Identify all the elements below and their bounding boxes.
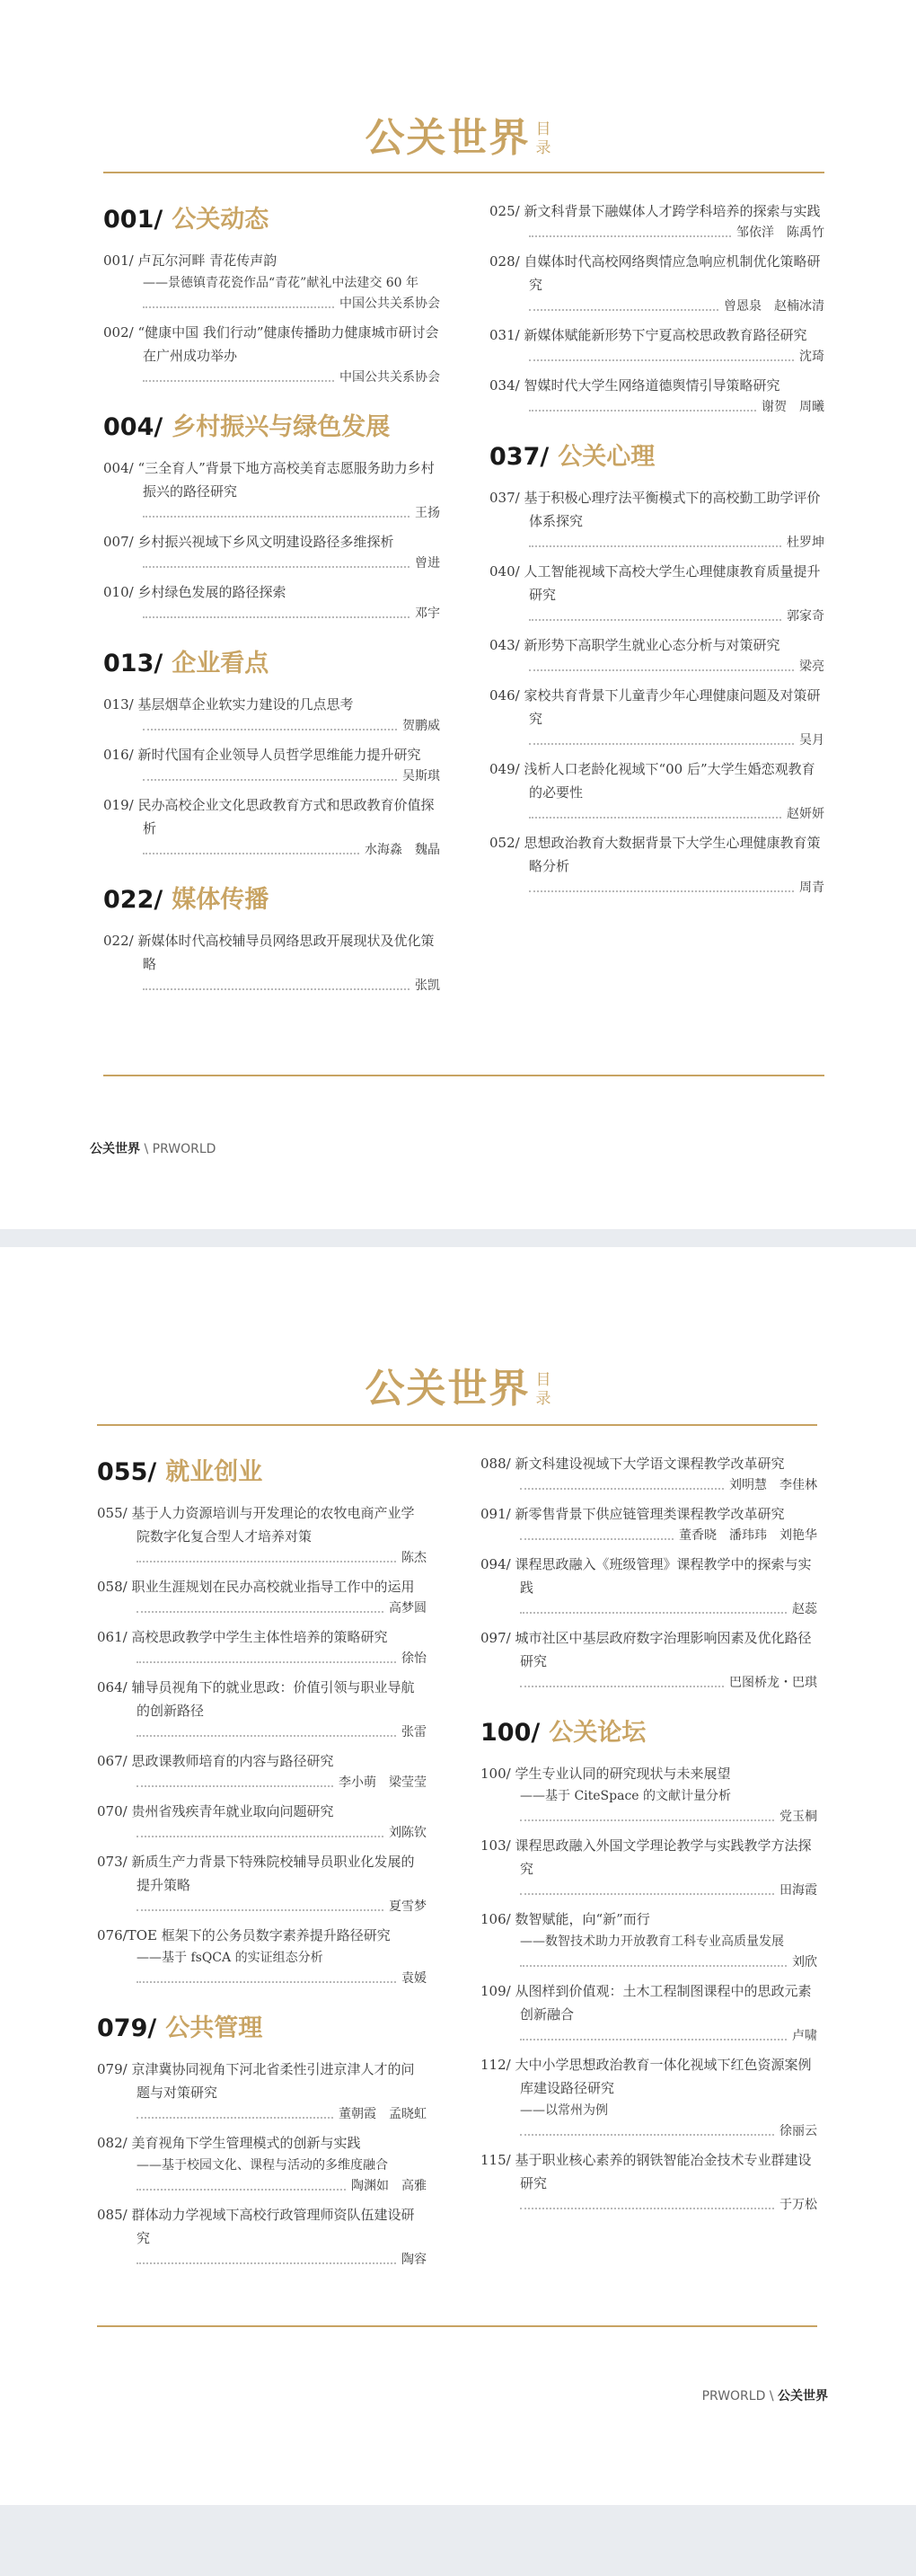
entry-title: 004/ “三全育人”背景下地方高校美育志愿服务助力乡村振兴的路径研究 — [103, 460, 435, 500]
entry-author: 郭家奇 — [787, 609, 824, 624]
entry-title: 007/ 乡村振兴视域下乡风文明建设路径多维探析 — [103, 534, 394, 550]
section-title: 乡村振兴与绿色发展 — [172, 413, 391, 441]
entry-author-line — [103, 294, 440, 314]
dot-leader — [529, 410, 756, 412]
dot-leader — [143, 380, 334, 382]
section-title: 企业看点 — [172, 650, 269, 677]
dot-leader — [137, 2262, 396, 2264]
toc-label: 目 录 — [535, 1371, 551, 1408]
entry-author-line — [103, 766, 440, 786]
entry-author-line — [103, 503, 440, 523]
section-heading — [103, 880, 440, 915]
entry-author-line — [103, 840, 440, 860]
entry-title: 055/ 基于人力资源培训与开发理论的农牧电商产业学院数字化复合型人才培养对策 — [97, 1505, 415, 1545]
entry-title: 115/ 基于职业核心素养的钢铁智能冶金技术专业群建设研究 — [480, 2152, 812, 2191]
toc-entry[interactable] — [480, 1626, 817, 1693]
toc-entry[interactable] — [97, 2131, 427, 2196]
toc-column-right — [489, 199, 824, 917]
footer-title: 公关世界 — [778, 2389, 828, 2403]
toc-section — [489, 437, 824, 898]
entry-title: 091/ 新零售背景下供应链管理类课程教学改革研究 — [480, 1506, 785, 1522]
entry-author: 贺鹏威 — [402, 719, 440, 733]
dot-leader — [520, 2134, 774, 2136]
footer-separator: \ — [144, 1142, 149, 1156]
dot-leader — [143, 566, 410, 568]
entry-author-line — [480, 1526, 817, 1545]
entry-title: 025/ 新文科背景下融媒体人才跨学科培养的探索与实践 — [489, 203, 821, 219]
toc-entry[interactable] — [97, 1850, 427, 1917]
dot-leader — [137, 1735, 396, 1737]
section-heading — [489, 437, 824, 472]
toc-entry[interactable] — [103, 743, 440, 786]
footer-separator: \ — [769, 2389, 774, 2403]
entry-title: 088/ 新文科建设视域下大学语文课程教学改革研究 — [480, 1456, 785, 1472]
page-footer — [702, 2386, 828, 2404]
dot-leader — [137, 1661, 396, 1663]
toc-section — [97, 2008, 427, 2270]
entry-author: 赵妍妍 — [787, 807, 824, 821]
entry-author-line — [103, 716, 440, 736]
entry-title: 076/TOE 框架下的公务员数字素养提升路径研究 — [97, 1927, 391, 1943]
toc-entry[interactable] — [97, 1676, 427, 1742]
entry-title: 019/ 民办高校企业文化思政教育方式和思政教育价值探析 — [103, 797, 435, 837]
entry-author-line — [103, 976, 440, 996]
toc-column-left — [97, 1452, 427, 2289]
dot-leader — [529, 359, 794, 361]
entry-title: 010/ 乡村绿色发展的路径探索 — [103, 584, 286, 600]
dot-leader — [520, 1612, 787, 1614]
dot-leader — [529, 669, 794, 671]
toc-entry[interactable] — [489, 831, 824, 898]
entry-author-line — [489, 347, 824, 367]
section-title: 公关心理 — [558, 443, 656, 471]
entry-title: 031/ 新媒体赋能新形势下宁夏高校思政教育路径研究 — [489, 327, 807, 343]
toc-section — [103, 880, 440, 996]
dot-leader — [143, 853, 359, 854]
entry-author: 吴斯琪 — [402, 769, 440, 783]
dot-leader — [143, 616, 410, 618]
entry-title: 061/ 高校思政教学中学生主体性培养的策略研究 — [97, 1629, 388, 1645]
entry-author: 徐怡 — [401, 1651, 427, 1666]
toc-entry[interactable] — [489, 323, 824, 367]
toc-entry[interactable] — [97, 2058, 427, 2124]
dot-leader — [143, 779, 397, 781]
entry-title: 073/ 新质生产力背景下特殊院校辅导员职业化发展的提升策略 — [97, 1854, 415, 1893]
entry-title: 028/ 自媒体时代高校网络舆情应急响应机制优化策略研究 — [489, 253, 821, 293]
toc-label: 目 录 — [535, 120, 551, 157]
entry-author-line — [97, 1649, 427, 1669]
entry-author-line — [103, 604, 440, 624]
entry-author: 中国公共关系协会 — [339, 370, 440, 385]
toc-entry[interactable] — [480, 2053, 817, 2141]
section-heading — [103, 407, 440, 442]
dot-leader — [529, 309, 718, 311]
entry-author: 刘欣 — [792, 1955, 817, 1970]
entry-author: 张雷 — [401, 1725, 427, 1739]
entry-title: 079/ 京津冀协同视角下河北省柔性引进京津人才的问题与对策研究 — [97, 2061, 415, 2101]
entry-author-line — [480, 1881, 817, 1900]
toc-entry[interactable] — [480, 1452, 817, 1495]
entry-author: 陶容 — [401, 2253, 427, 2267]
dot-leader — [137, 1561, 396, 1562]
toc-entry[interactable] — [480, 1908, 817, 1972]
footer-title: 公关世界 — [90, 1142, 140, 1156]
entry-author: 夏雪梦 — [389, 1899, 427, 1914]
section-title: 公共管理 — [165, 2014, 263, 2042]
toc-entry[interactable] — [489, 486, 824, 553]
toc-entry[interactable] — [103, 580, 440, 624]
entry-author-line — [97, 1548, 427, 1568]
entry-author-line — [489, 533, 824, 553]
toc-page-1 — [0, 0, 916, 1229]
toc-section — [480, 1713, 817, 2215]
toc-section — [480, 1452, 817, 1693]
section-page-number: 004/ — [103, 413, 163, 441]
entry-title: 112/ 大中小学思想政治教育一体化视域下红色资源案例库建设路径研究 — [480, 2057, 812, 2096]
section-title: 公关动态 — [172, 206, 269, 234]
entry-author-line — [480, 2195, 817, 2215]
entry-title: 082/ 美育视角下学生管理模式的创新与实践 — [97, 2135, 361, 2151]
toc-entry[interactable] — [103, 693, 440, 736]
entry-author-line — [489, 657, 824, 677]
dot-leader — [137, 2117, 333, 2119]
entry-author: 沈琦 — [799, 350, 824, 364]
toc-entry[interactable] — [103, 321, 440, 387]
entry-author-line — [103, 553, 440, 573]
toc-entry[interactable] — [489, 633, 824, 677]
entry-author: 杜罗坤 — [787, 536, 824, 550]
entry-author: 董朝霞 孟晓虹 — [339, 2107, 427, 2121]
header-rule — [103, 172, 824, 173]
page-footer — [90, 1139, 216, 1157]
entry-author-line — [489, 606, 824, 626]
entry-author-line — [103, 367, 440, 387]
entry-title: 016/ 新时代国有企业领导人员哲学思维能力提升研究 — [103, 747, 421, 763]
entry-author-line — [480, 2026, 817, 2046]
section-heading — [103, 199, 440, 235]
entry-author-line — [489, 223, 824, 243]
section-heading — [103, 643, 440, 678]
dot-leader — [520, 1819, 774, 1821]
masthead — [0, 1366, 916, 1412]
toc-entry[interactable] — [103, 249, 440, 314]
section-page-number: 022/ — [103, 886, 163, 914]
section-title: 公关论坛 — [549, 1719, 647, 1747]
entry-author: 吴月 — [799, 733, 824, 748]
toc-entry[interactable] — [489, 757, 824, 824]
entry-subtitle: ——基于 CiteSpace 的文献计量分析 — [520, 1789, 732, 1803]
entry-title: 002/ “健康中国 我们行动”健康传播助力健康城市研讨会在广州成功举办 — [103, 324, 439, 364]
entry-author-line — [97, 1598, 427, 1618]
entry-title: 037/ 基于积极心理疗法平衡模式下的高校勤工助学评价体系探究 — [489, 490, 821, 529]
dot-leader — [520, 2039, 787, 2040]
dot-leader — [137, 2189, 346, 2191]
toc-page-2 — [0, 1247, 916, 2505]
dot-leader — [137, 1836, 383, 1837]
toc-entry[interactable] — [97, 1924, 427, 1988]
toc-entry[interactable] — [97, 1501, 427, 1568]
footer-rule — [103, 1075, 824, 1076]
entry-author: 邓宇 — [415, 606, 440, 621]
toc-entry[interactable] — [103, 929, 440, 996]
toc-entry[interactable] — [97, 2203, 427, 2270]
entry-author-line — [480, 1807, 817, 1827]
entry-title: 040/ 人工智能视域下高校大学生心理健康教育质量提升研究 — [489, 563, 821, 603]
toc-entry[interactable] — [103, 530, 440, 573]
dot-leader — [143, 516, 410, 518]
dot-leader — [529, 619, 781, 621]
entry-author: 徐丽云 — [779, 2124, 817, 2138]
entry-author: 于万松 — [779, 2198, 817, 2212]
entry-title: 022/ 新媒体时代高校辅导员网络思政开展现状及优化策略 — [103, 933, 435, 972]
toc-section — [103, 199, 440, 387]
toc-section — [103, 407, 440, 624]
entry-author-line — [97, 1773, 427, 1793]
entry-title: 058/ 职业生涯规划在民办高校就业指导工作中的运用 — [97, 1579, 415, 1595]
toc-entry[interactable] — [480, 1979, 817, 2046]
entry-author-line — [97, 1722, 427, 1742]
dot-leader — [137, 1785, 333, 1787]
entry-author: 曾恩泉 赵楠冰清 — [724, 299, 824, 314]
entry-author: 中国公共关系协会 — [339, 297, 440, 311]
masthead — [0, 115, 916, 162]
section-title: 媒体传播 — [172, 886, 269, 914]
section-heading — [97, 1452, 427, 1487]
entry-subtitle: ——以常州为例 — [520, 2103, 608, 2118]
toc-entry[interactable] — [103, 793, 440, 860]
toc-section — [97, 1452, 427, 1988]
entry-author: 邹依洋 陈禹竹 — [736, 226, 824, 240]
toc-column-right — [480, 1452, 817, 2235]
toc-entry[interactable] — [97, 1749, 427, 1793]
toc-section — [103, 643, 440, 860]
entry-title: 103/ 课程思政融入外国文学理论教学与实践教学方法探究 — [480, 1837, 812, 1877]
dot-leader — [137, 1981, 396, 1983]
dot-leader — [520, 1893, 774, 1895]
magazine-title: 公关世界 — [365, 1366, 531, 1412]
entry-author: 曾进 — [415, 556, 440, 571]
entry-author: 董香晓 潘玮玮 刘艳华 — [679, 1528, 817, 1543]
entry-title: 034/ 智媒时代大学生网络道德舆情引导策略研究 — [489, 377, 780, 394]
toc-column-left — [103, 199, 440, 1015]
entry-subtitle: ——基于校园文化、课程与活动的多维度融合 — [137, 2158, 388, 2173]
dot-leader — [137, 1611, 383, 1613]
entry-author: 田海霞 — [779, 1883, 817, 1898]
entry-title: 013/ 基层烟草企业软实力建设的几点思考 — [103, 696, 354, 713]
entry-author: 陈杰 — [401, 1551, 427, 1565]
dot-leader — [529, 817, 781, 819]
entry-title: 097/ 城市社区中基层政府数字治理影响因素及优化路径研究 — [480, 1630, 812, 1669]
entry-author-line — [97, 2104, 427, 2124]
entry-author: 陶渊如 高雅 — [351, 2179, 427, 2193]
entry-title: 052/ 思想政治教育大数据背景下大学生心理健康教育策略分析 — [489, 835, 821, 874]
entry-author-line — [489, 397, 824, 417]
entry-author: 袁媛 — [401, 1971, 427, 1986]
dot-leader — [143, 729, 397, 730]
section-page-number: 001/ — [103, 206, 163, 234]
entry-author: 水海淼 魏晶 — [365, 843, 440, 857]
entry-author-line — [489, 804, 824, 824]
entry-title: 106/ 数智赋能，向“新”而行 — [480, 1911, 650, 1927]
entry-author-line — [97, 2250, 427, 2270]
section-title: 就业创业 — [165, 1458, 263, 1486]
section-heading — [480, 1713, 817, 1748]
entry-author: 谢贺 周曦 — [762, 400, 824, 414]
entry-author: 周青 — [799, 881, 824, 895]
entry-author: 刘明慧 李佳林 — [729, 1478, 817, 1492]
toc-entry[interactable] — [489, 250, 824, 316]
dot-leader — [137, 1909, 383, 1911]
entry-author-line — [480, 2121, 817, 2141]
entry-author-line — [97, 1969, 427, 1988]
toc-entry[interactable] — [480, 1553, 817, 1619]
entry-title: 100/ 学生专业认同的研究现状与未来展望 — [480, 1766, 731, 1782]
footer-english: PRWORLD — [152, 1142, 216, 1156]
entry-subtitle: ——基于 fsQCA 的实证组态分析 — [137, 1951, 323, 1965]
entry-author: 卢啸 — [792, 2029, 817, 2043]
toc-section — [489, 199, 824, 417]
entry-author: 赵蕊 — [792, 1602, 817, 1616]
toc-entry[interactable] — [480, 2148, 817, 2215]
dot-leader — [529, 890, 794, 892]
section-page-number: 037/ — [489, 443, 550, 471]
entry-subtitle: ——数智技术助力开放教育工科专业高质量发展 — [520, 1934, 784, 1949]
entry-author: 党玉桐 — [779, 1810, 817, 1824]
toc-entry[interactable] — [480, 1762, 817, 1827]
footer-rule — [97, 2325, 817, 2327]
entry-author-line — [97, 2176, 427, 2196]
header-rule — [97, 1424, 817, 1426]
dot-leader — [529, 545, 781, 547]
entry-author-line — [489, 297, 824, 316]
entry-author: 李小萌 梁莹莹 — [339, 1775, 427, 1790]
magazine-title: 公关世界 — [365, 115, 531, 161]
entry-author: 梁亮 — [799, 659, 824, 674]
entry-author-line — [480, 1475, 817, 1495]
entry-author-line — [489, 878, 824, 898]
entry-title: 067/ 思政课教师培育的内容与路径研究 — [97, 1753, 334, 1769]
dot-leader — [520, 2208, 774, 2209]
section-page-number: 013/ — [103, 650, 163, 677]
entry-title: 070/ 贵州省残疾青年就业取向问题研究 — [97, 1803, 334, 1819]
dot-leader — [529, 743, 794, 745]
toc-entry[interactable] — [480, 1502, 817, 1545]
entry-author-line — [97, 1823, 427, 1843]
entry-title: 094/ 课程思政融入《班级管理》课程教学中的探索与实践 — [480, 1556, 812, 1596]
entry-title: 001/ 卢瓦尔河畔 青花传声韵 — [103, 252, 277, 269]
toc-entry[interactable] — [97, 1800, 427, 1843]
entry-subtitle: ——景德镇青花瓷作品“青花”献礼中法建交 60 年 — [143, 276, 419, 290]
section-page-number: 079/ — [97, 2014, 157, 2042]
toc-entry[interactable] — [97, 1625, 427, 1669]
entry-title: 049/ 浅析人口老龄化视域下“00 后”大学生婚恋观教育的必要性 — [489, 761, 815, 801]
entry-title: 064/ 辅导员视角下的就业思政：价值引领与职业导航的创新路径 — [97, 1679, 415, 1719]
entry-author-line — [97, 1897, 427, 1917]
entry-author-line — [480, 1673, 817, 1693]
dot-leader — [520, 1488, 724, 1490]
dot-leader — [143, 306, 334, 308]
entry-title: 109/ 从图样到价值观：土木工程制图课程中的思政元素创新融合 — [480, 1983, 812, 2023]
entry-author-line — [480, 1952, 817, 1972]
entry-author: 刘陈钦 — [389, 1826, 427, 1840]
toc-entry[interactable] — [103, 456, 440, 523]
entry-title: 085/ 群体动力学视域下高校行政管理师资队伍建设研究 — [97, 2207, 415, 2246]
entry-author-line — [480, 1599, 817, 1619]
dot-leader — [520, 1965, 787, 1967]
toc-entry[interactable] — [97, 1575, 427, 1618]
dot-leader — [520, 1538, 674, 1540]
section-page-number: 055/ — [97, 1458, 157, 1486]
toc-entry[interactable] — [489, 560, 824, 626]
entry-author: 巴图桥龙・巴琪 — [729, 1676, 817, 1690]
entry-title: 046/ 家校共育背景下儿童青少年心理健康问题及对策研究 — [489, 687, 821, 727]
toc-entry[interactable] — [480, 1834, 817, 1900]
section-page-number: 100/ — [480, 1719, 541, 1747]
entry-author-line — [489, 730, 824, 750]
toc-entry[interactable] — [489, 199, 824, 243]
footer-english: PRWORLD — [701, 2389, 766, 2403]
dot-leader — [529, 235, 731, 237]
dot-leader — [520, 1686, 724, 1687]
section-heading — [97, 2008, 427, 2043]
toc-entry[interactable] — [489, 684, 824, 750]
entry-author: 王扬 — [415, 506, 440, 520]
toc-entry[interactable] — [489, 374, 824, 417]
entry-title: 043/ 新形势下高职学生就业心态分析与对策研究 — [489, 637, 780, 653]
entry-author: 张凯 — [415, 978, 440, 993]
entry-author: 高梦圆 — [389, 1601, 427, 1616]
dot-leader — [143, 988, 410, 990]
